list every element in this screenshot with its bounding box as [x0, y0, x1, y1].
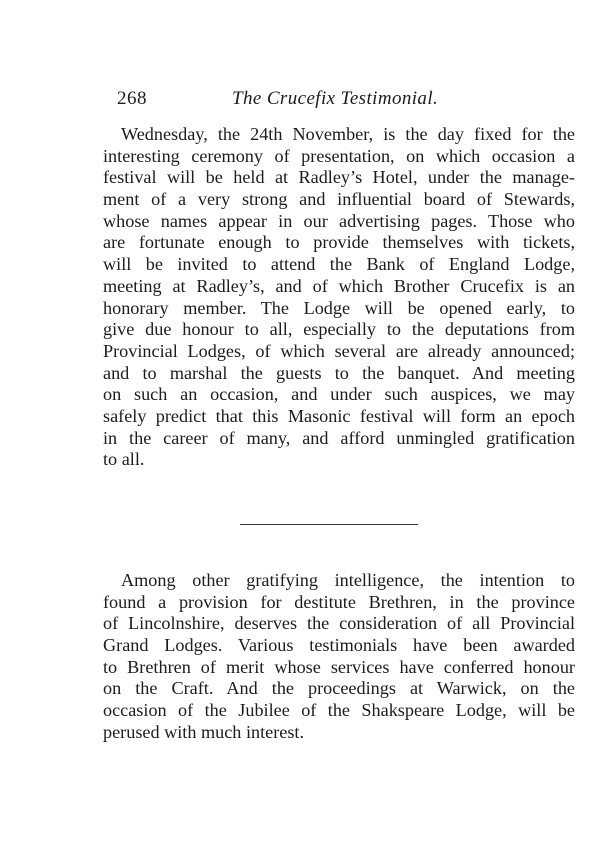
text-line: Wednesday, the 24th November, is the day fixed for the: [121, 124, 575, 144]
section-divider-rule: [240, 524, 418, 525]
text-line: are fortunate enough to provide themselves with tickets,: [103, 232, 575, 253]
text-line: ment of a very strong and influential board of Stewards,: [103, 189, 575, 210]
text-line: interesting ceremony of presentation, on which occasion a: [103, 145, 575, 166]
text-line: safely predict that this Masonic festival will form an epoch: [103, 405, 575, 426]
page-number: 268: [117, 88, 147, 109]
text-line: found a provision for destitute Brethren, in the province: [103, 591, 575, 612]
text-line: of Lincolnshire, deserves the consideration of all Provincial: [103, 613, 575, 634]
text-line: on such an occasion, and under such auspices, we may: [103, 384, 575, 405]
text-line: in the career of many, and afford unmingled gratification: [103, 427, 575, 448]
text-line: and to marshal the guests to the banquet. And meeting: [103, 362, 575, 383]
text-line: perused with much interest.: [103, 721, 305, 742]
text-line: to all.: [103, 449, 145, 470]
text-line: on the Craft. And the proceedings at Warwick, on the: [103, 678, 575, 699]
text-line: Among other gratifying intelligence, the intention to: [121, 570, 575, 590]
running-title: The Crucefix Testimonial.: [232, 88, 439, 109]
paragraph-gratifying-intelligence: [103, 570, 575, 744]
text-line: meeting at Radley’s, and of which Brother Crucefix is an: [103, 275, 575, 296]
text-line: will be invited to attend the Bank of England Lodge,: [103, 254, 575, 275]
text-line: whose names appear in our advertising pages. Those who: [103, 210, 575, 231]
text-line: occasion of the Jubilee of the Shakspeare Lodge, will be: [103, 700, 575, 721]
text-line: to Brethren of merit whose services have conferred honour: [103, 656, 575, 677]
paragraph-presentation-festival: [103, 124, 575, 471]
text-line: festival will be held at Radley’s Hotel, under the manage-: [103, 167, 575, 188]
text-line: honorary member. The Lodge will be opened early, to: [103, 297, 575, 318]
text-line: Grand Lodges. Various testimonials have been awarded: [103, 635, 575, 656]
text-line: give due honour to all, especially to the deputations from: [103, 319, 575, 340]
text-line: Provincial Lodges, of which several are already announced;: [103, 340, 575, 361]
running-header: [0, 88, 608, 114]
